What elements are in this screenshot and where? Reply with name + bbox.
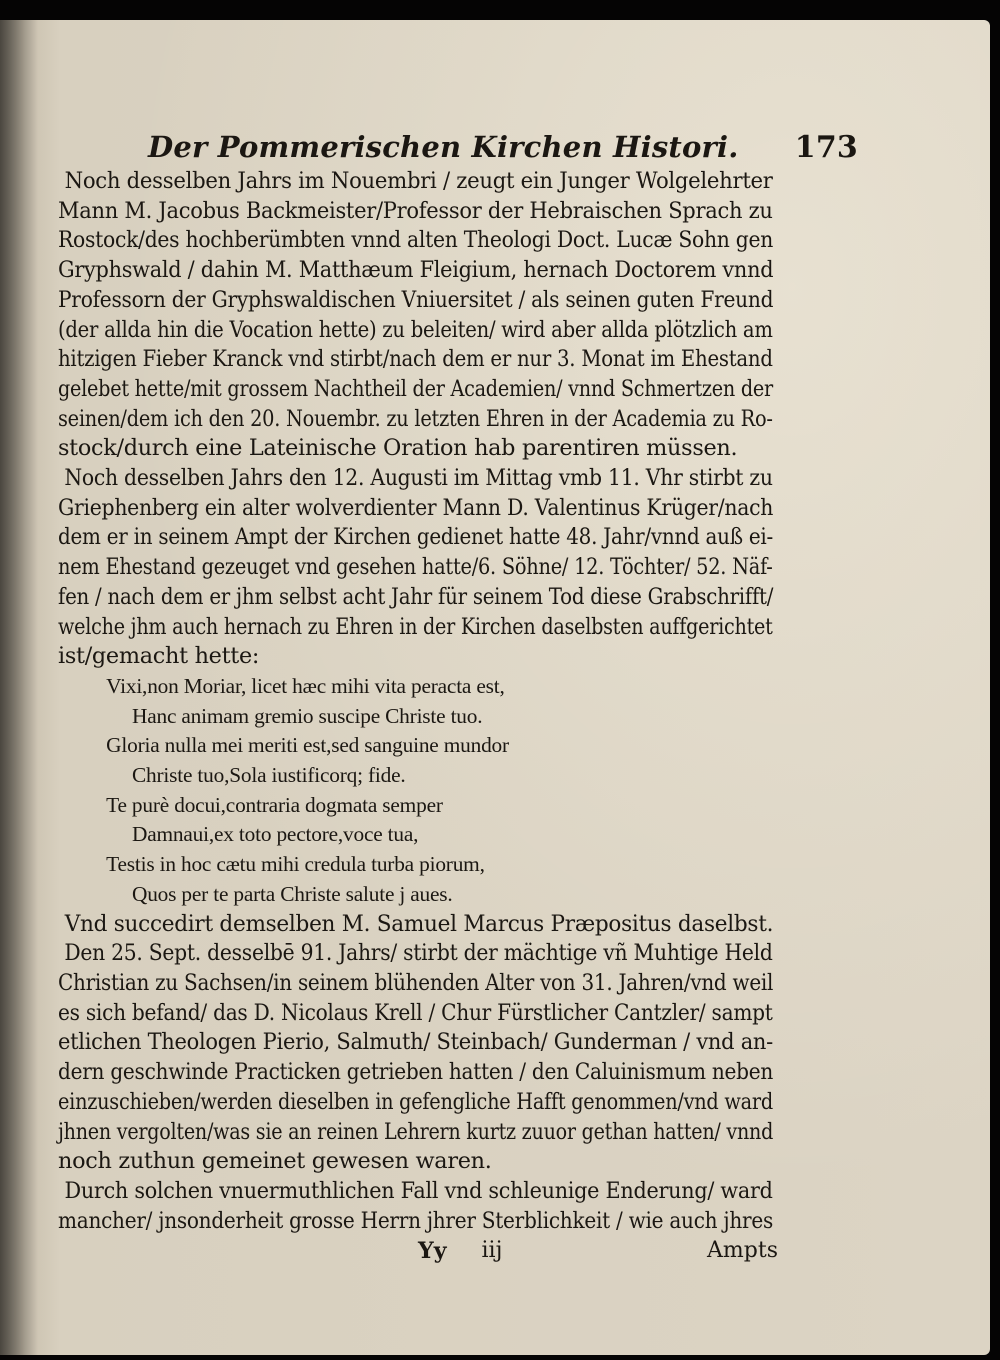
text-line: Griephenberg ein alter wolverdienter Mann D. Valentinus Krüger/nach — [58, 494, 774, 521]
signature-number: iij — [481, 1238, 503, 1264]
paragraph-3 — [58, 910, 778, 940]
verse-line: Christe tuo,Sola iustificorq; fide. — [131, 763, 406, 788]
page-number: 173 — [794, 130, 858, 165]
text-line: Gryphswald / dahin M. Matthæum Fleigium, hernach Doctorem vnnd — [58, 257, 774, 284]
text-line: Den 25. Sept. desselbē 91. Jahrs/ stirbt der mächtige vñ Muhtige Held — [64, 940, 773, 967]
text-line: Durch solchen vnuermuthlichen Fall vnd schleunige Enderung/ ward — [64, 1177, 773, 1204]
verse-line: Quos per te parta Christe salute j aues. — [131, 881, 453, 906]
paragraph-2 — [58, 464, 778, 672]
text-block — [58, 130, 858, 1266]
text-line: ist/gemacht hette: — [58, 643, 260, 670]
text-line: Noch desselben Jahrs im Nouembri / zeugt ein Junger Wolgelehrter — [64, 168, 773, 194]
text-line: einzuschieben/werden dieselben in gefengliche Hafft genommen/vnd ward — [58, 1088, 773, 1115]
text-line: hitzigen Fieber Kranck vnd stirbt/nach dem er nur 3. Monat im Ehestand — [58, 346, 773, 373]
text-line: jhnen vergolten/was sie an reinen Lehrern kurtz zuuor gethan hatten/ vnnd — [58, 1118, 774, 1145]
book-page — [0, 20, 990, 1355]
epitaph-verses — [58, 672, 778, 910]
text-line: fen / nach dem er jhm selbst acht Jahr für seinem Tod diese Grabschrifft/ — [58, 583, 774, 610]
verse-line: Vixi,non Moriar, licet hæc mihi vita peracta est, — [106, 673, 505, 698]
paragraph-5 — [58, 1177, 778, 1236]
text-line: es sich befand/ das D. Nicolaus Krell / Chur Fürstlicher Cantzler/ sampt — [58, 999, 773, 1026]
verse-line: Hanc animam gremio suscipe Christe tuo. — [131, 703, 483, 728]
text-line: dern geschwinde Practicken getrieben hatten / den Caluinismum neben — [58, 1059, 774, 1086]
signature-mark: Yy — [418, 1238, 447, 1265]
text-line: Mann M. Jacobus Backmeister/Professor der Hebraischen Sprach zu — [58, 197, 773, 224]
paragraph-1 — [58, 167, 778, 464]
text-line: dem er in seinem Ampt der Kirchen gedienet hatte 48. Jahr/vnnd auß ei- — [58, 524, 773, 551]
text-line: seinen/dem ich den 20. Nouembr. zu letzten Ehren in der Academia zu Ro- — [58, 405, 773, 432]
catchword: Ampts — [707, 1238, 778, 1264]
text-line: (der allda hin die Vocation hette) zu beleiten/ wird aber allda plötzlich am — [58, 316, 773, 343]
text-line: stock/durch eine Lateinische Oration hab parentiren müssen. — [58, 435, 738, 462]
page-footer — [58, 1236, 778, 1266]
text-line: Noch desselben Jahrs den 12. Augusti im Mittag vmb 11. Vhr stirbt zu — [64, 465, 773, 492]
text-line: Christian zu Sachsen/in seinem blühenden Alter von 31. Jahren/vnd weil — [58, 969, 774, 996]
text-line: Vnd succedirt demselben M. Samuel Marcus Præpositus daselbst. — [64, 910, 774, 937]
running-header — [148, 130, 858, 165]
text-line: nem Ehestand gezeuget vnd gesehen hatte/6. Söhne/ 12. Töchter/ 52. Näf- — [58, 554, 773, 581]
text-line: mancher/ jnsonderheit grosse Herrn jhrer Sterblichkeit / wie auch jhres — [58, 1207, 773, 1234]
verse-line: Gloria nulla mei meriti est,sed sanguine mundor — [106, 733, 509, 758]
text-line: Professorn der Gryphswaldischen Vniuersitet / als seinen guten Freund — [58, 286, 774, 313]
verse-line: Te purè docui,contraria dogmata semper — [106, 792, 443, 817]
verse-line: Testis in hoc cætu mihi credula turba piorum, — [106, 852, 485, 877]
running-title: Der Pommerischen Kirchen Histori. — [148, 130, 739, 164]
text-line: Rostock/des hochberümbten vnnd alten Theologi Doct. Lucæ Sohn gen — [58, 227, 774, 254]
text-line: noch zuthun gemeinet gewesen waren. — [58, 1148, 492, 1175]
text-line: welche jhm auch hernach zu Ehren in der Kirchen daselbsten auffgerichtet — [58, 613, 773, 640]
paragraph-4 — [58, 939, 778, 1177]
text-line: gelebet hette/mit grossem Nachtheil der Academien/ vnnd Schmertzen der — [58, 375, 773, 402]
page-gutter-shadow — [0, 20, 38, 1355]
text-line: etlichen Theologen Pierio, Salmuth/ Steinbach/ Gunderman / vnd an- — [58, 1029, 773, 1056]
verse-line: Damnaui,ex toto pectore,voce tua, — [131, 822, 419, 847]
